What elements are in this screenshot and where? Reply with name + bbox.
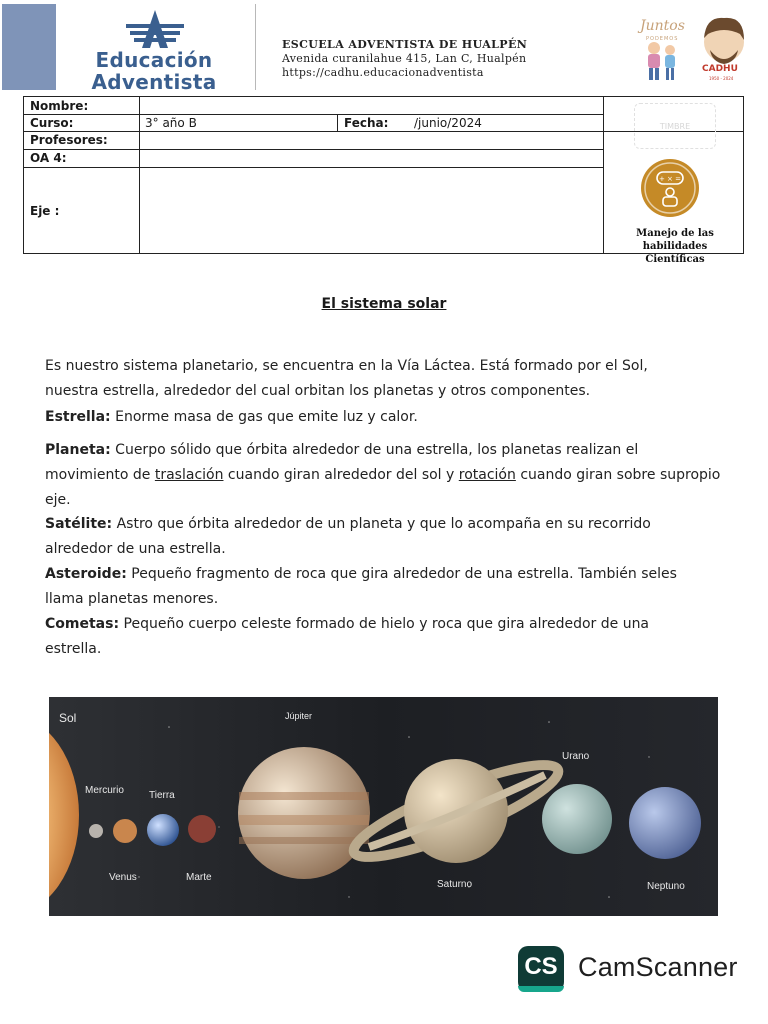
scientific-skill-icon (641, 159, 699, 217)
row-eje (24, 168, 603, 253)
logo-text-adventista: Adventista (91, 70, 217, 94)
label-saturno: Saturno (437, 879, 473, 890)
label-neptuno: Neptuno (647, 881, 685, 892)
header-color-block (2, 4, 56, 90)
def-planeta-text-b2: cuando giran alrededor del sol y (223, 467, 459, 483)
def-estrella-text: Enorme masa de gas que emite luz y calor. (115, 409, 418, 425)
def-satelite-text-a: Astro que órbita alrededor de un planeta y que lo acompaña en su recorrido (116, 516, 651, 532)
intro-line-1: Es nuestro sistema planetario, se encuentra en la Vía Láctea. Está formado por el Sol, (45, 358, 648, 374)
timbre-text: TIMBRE (659, 122, 691, 131)
eje-label: Eje : (30, 204, 60, 218)
solar-system-illustration (49, 697, 718, 916)
intro-paragraph (45, 354, 725, 404)
row-curso (24, 115, 603, 132)
def-cometas-text-a: Pequeño cuerpo celeste formado de hielo y roca que gira alrededor de una (123, 616, 650, 632)
intro-line-2: nuestra estrella, alrededor del cual orbitan los planetas y otros componentes. (45, 383, 591, 399)
label-marte: Marte (186, 872, 212, 883)
curso-field[interactable]: 3° año B (145, 116, 197, 130)
term-cometas: Cometas (45, 616, 114, 632)
camscanner-icon (518, 946, 564, 992)
curso-label: Curso: (30, 116, 74, 130)
juntos-cadhu-logo (626, 4, 746, 90)
school-address: Avenida curanilahue 415, Lan C, Hualpén (282, 52, 527, 65)
row-nombre (24, 97, 603, 115)
oa-label: OA 4: (30, 151, 67, 165)
juntos-title: Juntos (640, 18, 685, 34)
row-profesores (24, 132, 603, 150)
juntos-subtitle: PODEMOS (646, 36, 679, 42)
def-planeta-text-c: eje. (45, 492, 71, 508)
fecha-field[interactable]: /junio/2024 (414, 116, 482, 130)
term-traslacion: traslación (154, 467, 224, 483)
def-estrella: Estrella: Enorme masa de gas que emite luz y calor. (45, 409, 418, 425)
camscanner-icon-bar (518, 986, 564, 992)
skill-label (606, 227, 744, 266)
skill-label-line2: Científicas (645, 254, 705, 265)
educacion-adventista-logo (66, 8, 242, 92)
profesores-label: Profesores: (30, 133, 108, 147)
term-rotacion: rotación (458, 467, 516, 483)
term-satelite: Satélite (45, 516, 107, 532)
def-planeta-text-a: Cuerpo sólido que órbita alrededor de una estrella, los planetas realizan el (115, 442, 639, 458)
solar-system-image (49, 697, 718, 916)
school-name: ESCUELA ADVENTISTA DE HUALPÉN (282, 38, 528, 51)
term-estrella: Estrella (45, 409, 106, 425)
logo-text-educacion: Educación (95, 48, 213, 72)
fecha-label: Fecha: (344, 116, 389, 130)
table-divider-2 (603, 97, 604, 253)
def-cometas: Cometas: Pequeño cuerpo celeste formado de hielo y roca que gira alrededor de una estrella. (45, 612, 725, 662)
camscanner-label: CamScanner (578, 952, 738, 982)
page-title: El sistema solar (321, 296, 447, 312)
def-planeta: Planeta: Cuerpo sólido que órbita alrededor de una estrella, los planetas realizan el movimiento de traslación cuando giran alrededor del sol y rotación cuando giran sobre supropio eje. (45, 438, 725, 513)
term-asteroide: Asteroide (45, 566, 122, 582)
def-planeta-text-b1: movimiento de (45, 467, 155, 483)
def-asteroide: Asteroide: Pequeño fragmento de roca que gira alrededor de una estrella. También seles llama planetas menores. (45, 562, 725, 612)
school-url: https://cadhu.educacionadventista (282, 66, 484, 79)
label-mercurio: Mercurio (85, 785, 124, 796)
def-asteroide-text-b: llama planetas menores. (45, 591, 219, 607)
label-tierra: Tierra (149, 790, 175, 801)
cadhu-subtitle: 1950 - 2024 (709, 76, 734, 81)
header-divider (255, 4, 256, 90)
def-cometas-text-b: estrella. (45, 641, 102, 657)
skill-label-line1: Manejo de las habilidades (636, 228, 714, 252)
cadhu-title: CADHU (702, 64, 738, 74)
camscanner-icon-text: CS (524, 953, 558, 980)
def-satelite: Satélite: Astro que órbita alrededor de un planeta y que lo acompaña en su recorrido alrededor de una estrella. (45, 512, 725, 562)
label-urano: Urano (562, 751, 590, 762)
svg-text:+ × =: + × = (658, 175, 682, 183)
term-planeta: Planeta (45, 442, 106, 458)
skills-badge (641, 159, 699, 217)
def-satelite-text-b: alrededor de una estrella. (45, 541, 226, 557)
nombre-label: Nombre: (30, 99, 89, 113)
def-planeta-text-b3: cuando giran sobre supropio (515, 467, 721, 483)
student-info-table (23, 96, 744, 265)
def-asteroide-text-a: Pequeño fragmento de roca que gira alrededor de una estrella. También seles (131, 566, 677, 582)
row-oa (24, 150, 603, 168)
table-divider-1 (139, 97, 140, 253)
adventista-logo-icon (120, 8, 190, 52)
label-venus: Venus (109, 872, 137, 883)
label-sol: Sol (59, 711, 77, 725)
timbre-box (634, 103, 716, 149)
table-divider-3 (337, 115, 338, 132)
label-jupiter: Júpiter (285, 711, 313, 721)
school-info (282, 38, 527, 79)
